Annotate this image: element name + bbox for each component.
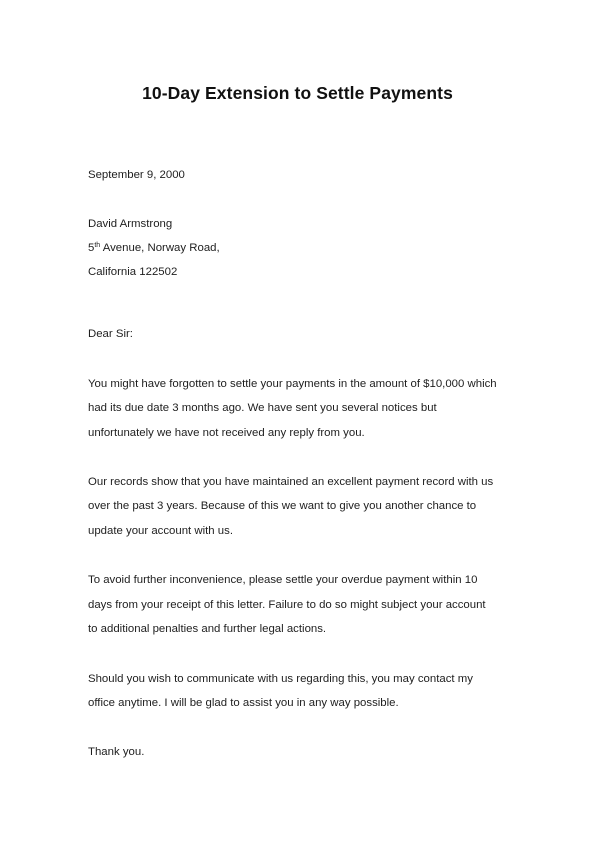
- closing: Thank you.: [88, 746, 145, 758]
- recipient-address: [88, 241, 220, 255]
- paragraph-1-line-2: had its due date 3 months ago. We have sent you several notices but: [88, 402, 437, 414]
- letter-title: 10-Day Extension to Settle Payments: [142, 83, 453, 103]
- paragraph-1-line-3: unfortunately we have not received any reply from you.: [88, 427, 365, 439]
- address-suffix: th: [94, 242, 101, 249]
- paragraph-4-line-2: office anytime. I will be glad to assist you in any way possible.: [88, 697, 399, 709]
- paragraph-3-line-2: days from your receipt of this letter. Failure to do so might subject your account: [88, 599, 486, 611]
- paragraph-1-line-1: You might have forgotten to settle your payments in the amount of $10,000 which: [88, 378, 497, 390]
- paragraph-2-line-3: update your account with us.: [88, 525, 234, 537]
- paragraph-2-line-1: Our records show that you have maintained an excellent payment record with us: [88, 476, 494, 488]
- recipient-city: California 122502: [88, 266, 178, 278]
- salutation: Dear Sir:: [88, 328, 133, 340]
- paragraph-3-line-1: To avoid further inconvenience, please settle your overdue payment within 10: [88, 574, 478, 586]
- address-street: Avenue, Norway Road,: [100, 242, 220, 254]
- paragraph-2-line-2: over the past 3 years. Because of this we want to give you another chance to: [88, 500, 477, 512]
- paragraph-3-line-3: to additional penalties and further legal actions.: [88, 623, 327, 635]
- recipient-name: David Armstrong: [88, 218, 173, 230]
- paragraph-4-line-1: Should you wish to communicate with us regarding this, you may contact my: [88, 673, 473, 685]
- letter-date: September 9, 2000: [88, 169, 185, 181]
- address-number: 5: [88, 242, 95, 254]
